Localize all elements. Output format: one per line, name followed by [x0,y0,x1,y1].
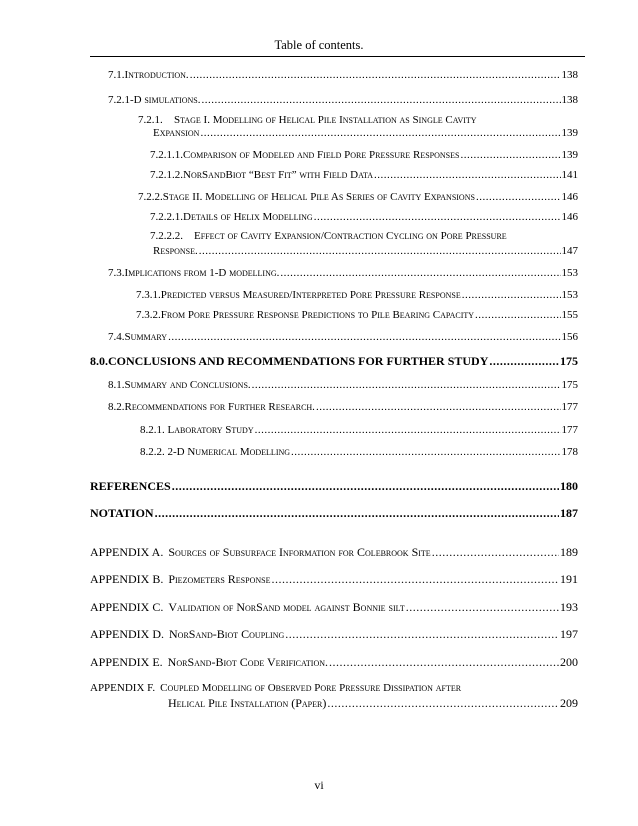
toc-entry [108,378,578,392]
toc-entry-appendix [168,696,578,710]
toc-page: 197 [560,627,578,641]
toc-entry [108,330,578,344]
page-header-title: Table of contents. [274,38,364,52]
toc-title: Summary [124,331,168,343]
toc-page: 180 [560,479,578,493]
toc-page: 189 [560,545,578,559]
dot-leader [172,479,559,493]
toc-page: 193 [560,600,578,614]
toc-entry [150,148,578,162]
dot-leader [168,330,560,344]
toc-number: APPENDIX B. [90,572,164,586]
dot-leader [255,423,561,437]
toc-title: 8.2.2. 2-D Numerical Modelling [140,446,291,458]
toc-title-line1: Stage I. Modelling of Helical Pile Installation as Single Cavity [174,114,477,126]
toc-page: 139 [561,127,578,139]
toc-entry-appendix [90,572,578,586]
toc-page: 139 [561,149,578,161]
toc-number: 8.1. [108,379,125,391]
toc-number: APPENDIX C. [90,600,164,614]
toc-entry [108,266,578,280]
toc-page: 209 [560,696,578,710]
toc-title: Comparison of Modeled and Field Pore Pressure Responses [183,149,460,161]
dot-leader [460,148,560,162]
page-number: vi [314,778,324,792]
toc-entry [140,423,578,437]
toc-page: 187 [560,506,578,520]
toc-title: 8.2.1. Laboratory Study [140,424,254,436]
toc-title: REFERENCES [90,479,171,493]
toc-entry [108,400,578,414]
toc-title: Response. [153,245,198,257]
header-rule [90,56,585,57]
toc-title-line1: Coupled Modelling of Observed Pore Pressure Dissipation after [160,682,462,694]
toc-page: 138 [561,94,578,106]
toc-page: 153 [561,267,578,279]
toc-entry [153,244,578,258]
toc-title: From Pore Pressure Response Predictions to Pile Bearing Capacity [160,309,475,321]
dot-leader [200,126,560,140]
dot-leader [190,68,561,82]
toc-entry [138,190,578,204]
toc-title: Summary and Conclusions. [124,379,251,391]
toc-title: Predicted versus Measured/Interpreted Pore Pressure Response [160,289,461,301]
toc-page: 155 [561,309,578,321]
toc-entry-first-line [90,681,461,695]
toc-page: 175 [560,354,578,368]
toc-number: 7.4. [108,331,125,343]
toc-title: Introduction. [124,69,189,81]
toc-title: NorSand-Biot Coupling [169,627,285,641]
toc-number: 7.2. [108,94,125,106]
toc-title: Sources of Subsurface Information for Colebrook Site [168,545,431,559]
toc-number: 7.2.2. [138,191,163,203]
dot-leader [476,190,561,204]
toc-title: Stage II. Modelling of Helical Pile As Series of Cavity Expansions [162,191,475,203]
dot-leader [291,445,560,459]
toc-number: APPENDIX E. [90,655,163,669]
toc-number: 7.3.1. [136,289,161,301]
dot-leader [280,266,560,280]
dot-leader [329,655,559,669]
toc-page: 153 [561,289,578,301]
toc-entry-chapter [90,354,578,368]
toc-entry-notation [90,506,578,520]
toc-number: 7.2.1. [138,114,163,126]
toc-entry [140,445,578,459]
toc-entry [136,288,578,302]
toc-entry [136,308,578,322]
toc-title: Helical Pile Installation (Paper) [168,696,327,710]
toc-page: 177 [561,424,578,436]
toc-entry [108,93,578,107]
dot-leader [201,93,560,107]
dot-leader [406,600,559,614]
toc-entry [150,168,578,182]
toc-page: 156 [561,331,578,343]
toc-title: NorSand-Biot Code Verification. [167,655,329,669]
toc-entry-first-line [150,229,507,243]
toc-title: Implications from 1-D modelling. [124,267,280,279]
toc-page: 178 [561,446,578,458]
toc-number: 8.0. [90,354,108,368]
dot-leader [285,627,559,641]
toc-entry [150,210,578,224]
dot-leader [271,572,559,586]
toc-title: Expansion [153,127,200,139]
toc-number: 7.2.1.2. [150,169,183,181]
dot-leader [155,506,559,520]
toc-number: 7.2.2.2. [150,230,183,242]
toc-number: 7.1. [108,69,125,81]
toc-entry-appendix [90,600,578,614]
toc-entry-appendix [90,545,578,559]
dot-leader [327,696,559,710]
toc-number: 7.3. [108,267,125,279]
toc-number: 7.3.2. [136,309,161,321]
toc-entry [108,68,578,82]
toc-page: 191 [560,572,578,586]
toc-entry-references [90,479,578,493]
toc-number: APPENDIX D. [90,627,165,641]
toc-title: NorSandBiot “Best Fit” with Field Data [183,169,373,181]
dot-leader [489,354,559,368]
toc-title: 1-D simulations. [124,94,201,106]
dot-leader [252,378,561,392]
toc-title: Details of Helix Modelling [183,211,313,223]
dot-leader [314,210,561,224]
toc-entry-appendix [90,655,578,669]
dot-leader [374,168,561,182]
toc-page: 147 [561,245,578,257]
toc-number: APPENDIX F. [90,682,156,694]
toc-title: NOTATION [90,506,154,520]
toc-page: 177 [561,401,578,413]
toc-page: 146 [561,191,578,203]
dot-leader [475,308,560,322]
dot-leader [462,288,561,302]
toc-number: 7.2.1.1. [150,149,183,161]
toc-page: 141 [561,169,578,181]
toc-title: CONCLUSIONS AND RECOMMENDATIONS FOR FURTHER STUDY [108,354,489,368]
toc-entry [153,126,578,140]
dot-leader [316,400,561,414]
toc-entry-appendix [90,627,578,641]
toc-entry-first-line [138,113,477,127]
toc-number: 8.2. [108,401,125,413]
toc-page: 200 [560,655,578,669]
toc-title-line1: Effect of Cavity Expansion/Contraction Cycling on Pore Pressure [194,230,507,242]
dot-leader [199,244,561,258]
dot-leader [432,545,559,559]
toc-title: Validation of NorSand model against Bonnie silt [168,600,405,614]
toc-title: Piezometers Response [168,572,271,586]
toc-title: Recommendations for Further Research. [124,401,315,413]
toc-number: 7.2.2.1. [150,211,183,223]
toc-page: 175 [561,379,578,391]
toc-page: 138 [561,69,578,81]
toc-page: 146 [561,211,578,223]
toc-number: APPENDIX A. [90,545,164,559]
